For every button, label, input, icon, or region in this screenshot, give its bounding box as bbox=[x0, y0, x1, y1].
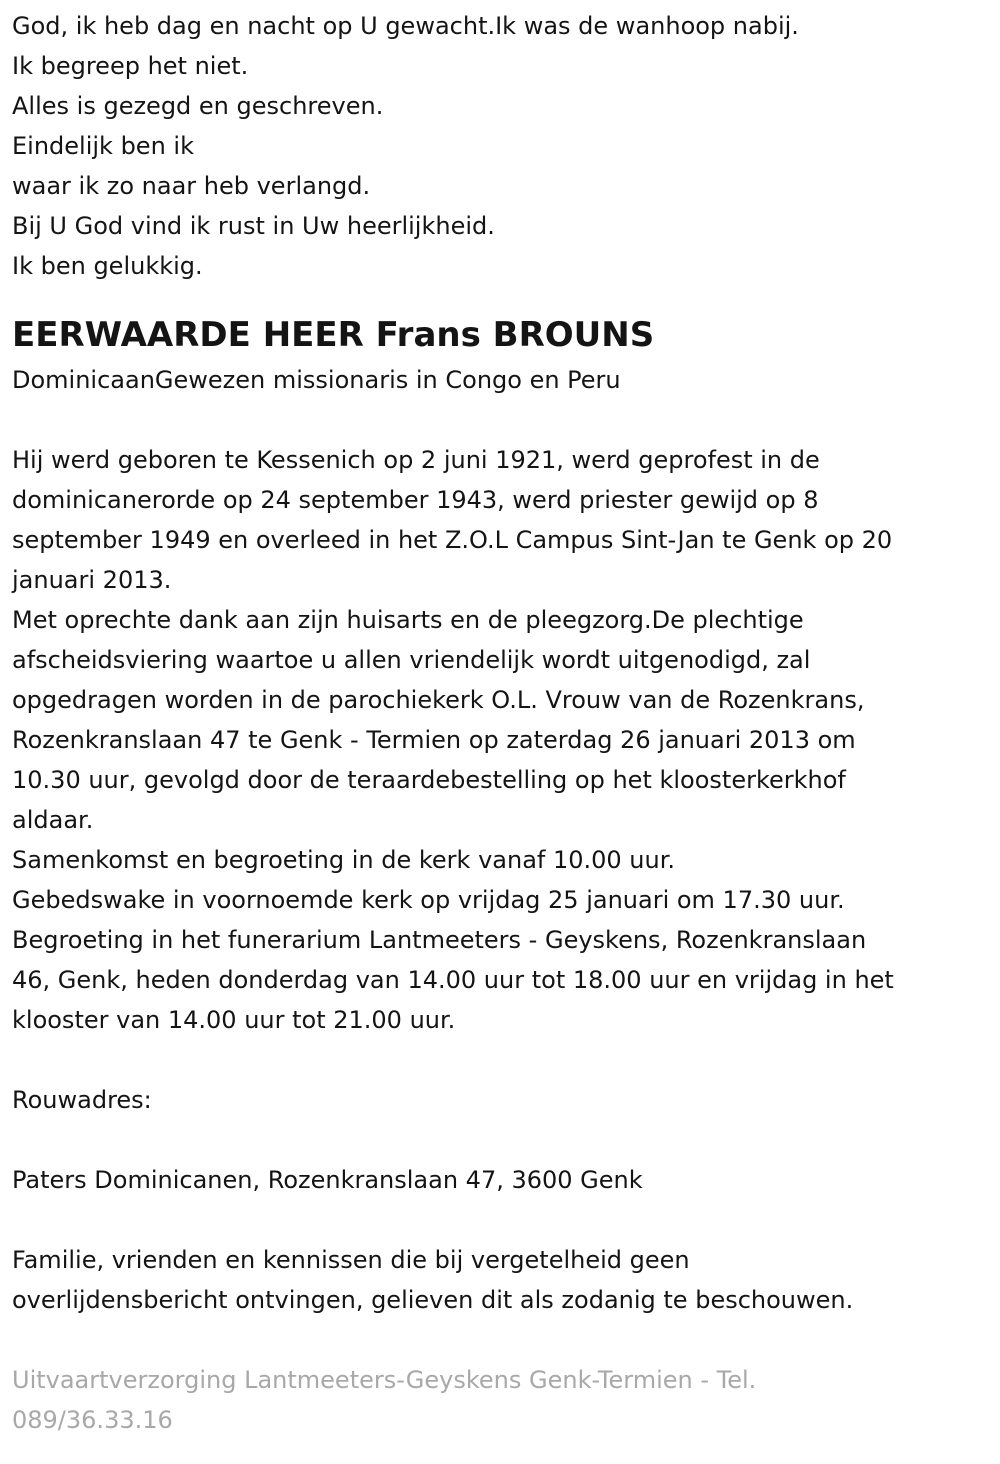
mourning-address-label: Rouwadres: bbox=[12, 1086, 152, 1114]
poem bbox=[12, 0, 988, 286]
body-line: 10.30 uur, gevolgd door de teraardebestelling op het kloosterkerkhof bbox=[12, 766, 846, 794]
body-line: Gebedswake in voornoemde kerk op vrijdag 25 januari om 17.30 uur. bbox=[12, 886, 845, 914]
footer-phone: 089/36.33.16 bbox=[12, 1406, 173, 1434]
body-line: aldaar. bbox=[12, 806, 94, 834]
body-line: 46, Genk, heden donderdag van 14.00 uur tot 18.00 uur en vrijdag in het bbox=[12, 966, 894, 994]
poem-line: waar ik zo naar heb verlangd. bbox=[12, 172, 371, 200]
footer-line: Uitvaartverzorging Lantmeeters-Geyskens Genk-Termien - Tel. bbox=[12, 1366, 757, 1394]
poem-line: God, ik heb dag en nacht op U gewacht.Ik was de wanhoop nabij. bbox=[12, 12, 799, 40]
notice-line: Familie, vrienden en kennissen die bij vergetelheid geen bbox=[12, 1246, 690, 1274]
body-line: Met oprechte dank aan zijn huisarts en de pleegzorg.De plechtige bbox=[12, 606, 804, 634]
deceased-name: EERWAARDE HEER Frans BROUNS bbox=[12, 315, 655, 355]
spacer bbox=[12, 1320, 988, 1360]
mourning-address: Paters Dominicanen, Rozenkranslaan 47, 3600 Genk bbox=[12, 1166, 643, 1194]
poem-line: Eindelijk ben ik bbox=[12, 132, 194, 160]
deceased-subtitle: DominicaanGewezen missionaris in Congo en Peru bbox=[12, 366, 621, 394]
body-line: klooster van 14.00 uur tot 21.00 uur. bbox=[12, 1006, 456, 1034]
body-line: januari 2013. bbox=[12, 566, 172, 594]
spacer bbox=[12, 1200, 988, 1240]
obituary-body bbox=[12, 440, 988, 1040]
notice-line: overlijdensbericht ontvingen, gelieven dit als zodanig te beschouwen. bbox=[12, 1286, 854, 1314]
poem-line: Bij U God vind ik rust in Uw heerlijkheid. bbox=[12, 212, 495, 240]
body-line: Samenkomst en begroeting in de kerk vanaf 10.00 uur. bbox=[12, 846, 676, 874]
body-line: opgedragen worden in de parochiekerk O.L. Vrouw van de Rozenkrans, bbox=[12, 686, 865, 714]
spacer bbox=[12, 400, 988, 440]
body-line: dominicanerorde op 24 september 1943, werd priester gewijd op 8 bbox=[12, 486, 819, 514]
body-line: Rozenkranslaan 47 te Genk - Termien op zaterdag 26 januari 2013 om bbox=[12, 726, 856, 754]
spacer bbox=[12, 1040, 988, 1080]
body-line: Hij werd geboren te Kessenich op 2 juni 1921, werd geprofest in de bbox=[12, 446, 820, 474]
poem-line: Ik begreep het niet. bbox=[12, 52, 249, 80]
body-line: september 1949 en overleed in het Z.O.L Campus Sint-Jan te Genk op 20 bbox=[12, 526, 893, 554]
poem-line: Alles is gezegd en geschreven. bbox=[12, 92, 384, 120]
body-line: afscheidsviering waartoe u allen vriendelijk wordt uitgenodigd, zal bbox=[12, 646, 811, 674]
spacer bbox=[12, 1120, 988, 1160]
poem-line: Ik ben gelukkig. bbox=[12, 252, 203, 280]
body-line: Begroeting in het funerarium Lantmeeters - Geyskens, Rozenkranslaan bbox=[12, 926, 867, 954]
funeral-home-footer bbox=[12, 1360, 988, 1440]
notice bbox=[12, 1240, 988, 1320]
